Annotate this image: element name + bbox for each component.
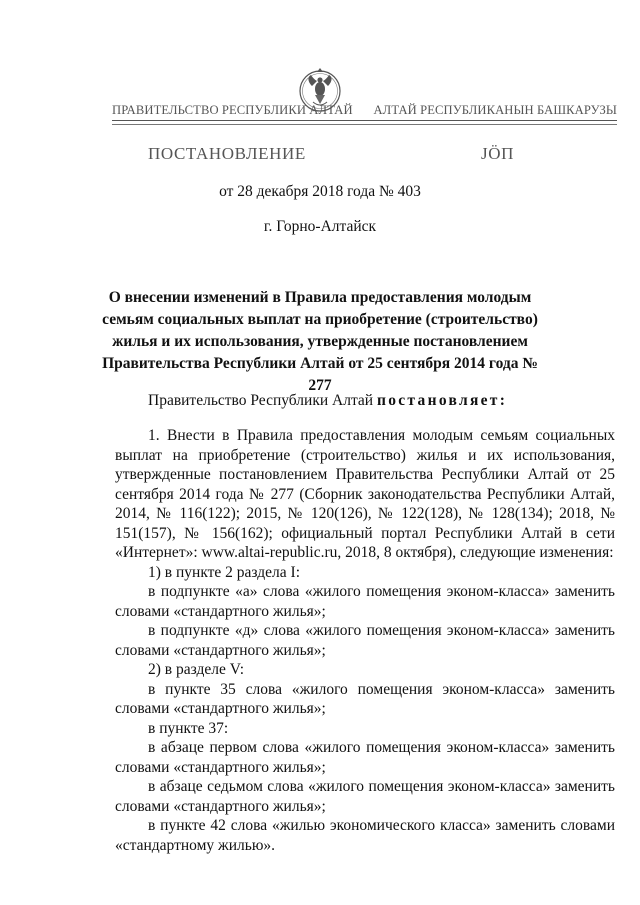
decree-city: г. Горно-Алтайск xyxy=(263,218,377,235)
header-rule-thin xyxy=(112,124,617,125)
resolve-line xyxy=(148,392,507,410)
document-title: О внесении изменений в Правила предоставления молодым семьям социальных выплат на приобретение (строительство) жилья и их использования, утвержденные постановлением Правительства Республики Алтай от 25 сентября 2014 года № 277 xyxy=(102,289,538,394)
org-name-altai: АЛТАЙ РЕСПУБЛИКАНЫН БАШКАРУЗЫ xyxy=(373,103,617,117)
decree-type-altai: ЈӦП xyxy=(481,144,514,163)
decree-date-number: от 28 декабря 2018 года № 403 xyxy=(219,183,421,200)
body-paragraph: 2) в разделе V: xyxy=(148,661,245,678)
body-paragraph: в подпункте «а» слова «жилого помещения эконом-класса» заменить словами «стандартного жилья»; xyxy=(115,583,615,620)
body-paragraph: 1) в пункте 2 раздела I: xyxy=(148,563,300,581)
body-paragraph: в подпункте «д» слова «жилого помещения эконом-класса» заменить словами «стандартного жилья»; xyxy=(115,622,615,659)
body-paragraph: в пункте 35 слова «жилого помещения эконом-класса» заменить словами «стандартного жилья»; xyxy=(115,680,615,717)
header-rule xyxy=(112,120,617,121)
body-paragraph: в абзаце седьмом слова «жилого помещения эконом-класса» заменить словами «стандартного жилья»; xyxy=(115,778,615,815)
decree-type-russian: ПОСТАНОВЛЕНИЕ xyxy=(148,144,306,163)
document-body xyxy=(115,426,615,855)
resolve-verb: постановляет: xyxy=(376,392,508,409)
body-paragraph: 1. Внести в Правила предоставления молодым семьям социальных выплат на приобретение (строительство) жилья и их использования, утвержденные постановлением Правительства Республики Алтай от 25 сентября 2014 года № 277 (Сборник законодательства Республики Алтай, 2014, № 116(122); 2015, № 120(126), № 122(128), № 128(134); 2018, № 151(157), № 156(162); официальный портал Республики Алтай в сети «Интернет»: www.altai-republic.ru, 2018, 8 октября), следующие изменения: xyxy=(115,427,615,561)
body-paragraph: в пункте 42 слова «жилью экономического класса» заменить словами «стандартному жилью». xyxy=(115,817,615,854)
body-paragraph: в пункте 37: xyxy=(148,719,229,737)
resolve-subject: Правительство Республики Алтай xyxy=(148,392,374,409)
org-name-russian: ПРАВИТЕЛЬСТВО РЕСПУБЛИКИ АЛТАЙ xyxy=(112,103,353,117)
body-paragraph: в абзаце первом слова «жилого помещения эконом-класса» заменить словами «стандартного жилья»; xyxy=(115,739,615,776)
